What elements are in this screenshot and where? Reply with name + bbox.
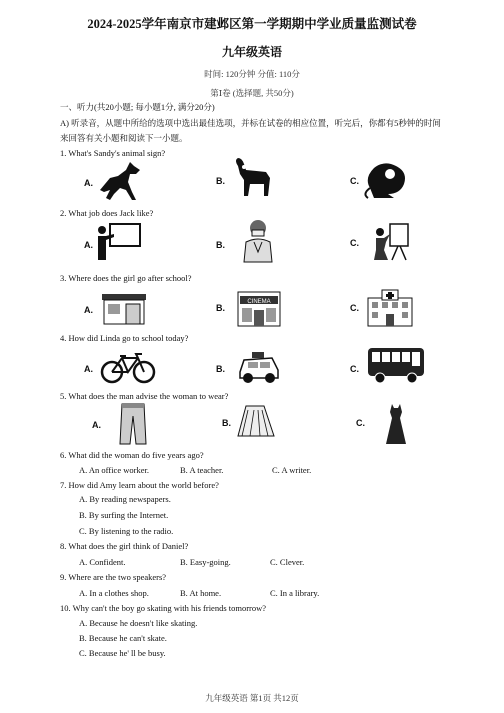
painter-icon xyxy=(368,220,412,264)
option-letter: A. xyxy=(84,305,93,315)
shop-icon xyxy=(100,290,148,326)
option-a: A. In a clothes shop. xyxy=(79,588,149,598)
option-letter: C. xyxy=(350,364,359,374)
option-c: C. Because he' ll be busy. xyxy=(79,648,166,658)
option-letter: B. xyxy=(216,240,225,250)
option-letter: C. xyxy=(350,176,359,186)
horse-icon xyxy=(96,160,146,202)
option-letter: B. xyxy=(216,364,225,374)
question-5: 5. What does the man advise the woman to wear? xyxy=(60,391,229,401)
option-c: C. In a library. xyxy=(270,588,320,598)
time-score-line: 时间: 120分钟 分值: 110分 xyxy=(204,69,300,79)
option-c: C. By listening to the radio. xyxy=(79,526,174,536)
option-letter: A. xyxy=(84,240,93,250)
question-8: 8. What does the girl think of Daniel? xyxy=(60,541,189,551)
option-letter: A. xyxy=(84,364,93,374)
option-letter: A. xyxy=(84,178,93,188)
hospital-icon xyxy=(364,286,416,328)
question-9: 9. Where are the two speakers? xyxy=(60,572,167,582)
trousers-icon xyxy=(118,402,148,446)
option-a: A. Because he doesn't like skating. xyxy=(79,618,198,628)
option-letter: B. xyxy=(216,303,225,313)
question-7: 7. How did Amy learn about the world before? xyxy=(60,480,219,490)
skirt-icon xyxy=(236,402,276,440)
option-b: B. A teacher. xyxy=(180,465,224,475)
goat-icon xyxy=(232,156,274,200)
option-c: C. Clever. xyxy=(270,557,305,567)
cinema-icon xyxy=(236,288,282,328)
option-c: C. A writer. xyxy=(272,465,312,475)
option-b: B. By surfing the Internet. xyxy=(79,510,169,520)
question-3: 3. Where does the girl go after school? xyxy=(60,273,192,283)
option-letter: C. xyxy=(350,303,359,313)
option-a: A. By reading newspapers. xyxy=(79,494,171,504)
taxi-icon xyxy=(236,346,282,386)
option-b: B. Easy-going. xyxy=(180,557,231,567)
option-b: B. At home. xyxy=(180,588,222,598)
option-letter: B. xyxy=(222,418,231,428)
section-heading: 一、听力(共20小题; 每小题1分, 满分20分) xyxy=(60,102,215,112)
bicycle-icon xyxy=(100,352,156,384)
doctor-icon xyxy=(240,218,276,264)
page-footer: 九年级英语 第1页 共12页 xyxy=(205,693,299,703)
section-instruction: A) 听录音，从题中所给的选项中选出最佳选项，并标在试卷的相应位置，听完后，你都有5秒钟的时间来回答有关小题和阅读下一小题。 xyxy=(60,118,441,143)
option-letter: C. xyxy=(356,418,365,428)
option-letter: B. xyxy=(216,176,225,186)
teacher-icon xyxy=(94,222,142,262)
dress-icon xyxy=(384,402,408,446)
monkey-icon xyxy=(364,158,410,200)
question-4: 4. How did Linda go to school today? xyxy=(60,333,189,343)
option-a: A. An office worker. xyxy=(79,465,149,475)
question-2: 2. What job does Jack like? xyxy=(60,208,154,218)
question-10: 10. Why can't the boy go skating with his friends tomorrow? xyxy=(60,603,267,613)
exam-title: 2024-2025学年南京市建邺区第一学期期中学业质量监测试卷 xyxy=(87,17,417,31)
option-letter: A. xyxy=(92,420,101,430)
question-6: 6. What did the woman do five years ago? xyxy=(60,450,204,460)
option-a: A. Confident. xyxy=(79,557,126,567)
question-1: 1. What's Sandy's animal sign? xyxy=(60,148,166,158)
part-heading: 第Ⅰ卷 (选择题, 共50分) xyxy=(210,88,294,98)
bus-icon xyxy=(366,344,426,384)
cinema-sign-text: CINEMA xyxy=(247,299,271,305)
option-b: B. Because he can't skate. xyxy=(79,633,167,643)
exam-subject: 九年级英语 xyxy=(221,45,282,59)
option-letter: C. xyxy=(350,238,359,248)
